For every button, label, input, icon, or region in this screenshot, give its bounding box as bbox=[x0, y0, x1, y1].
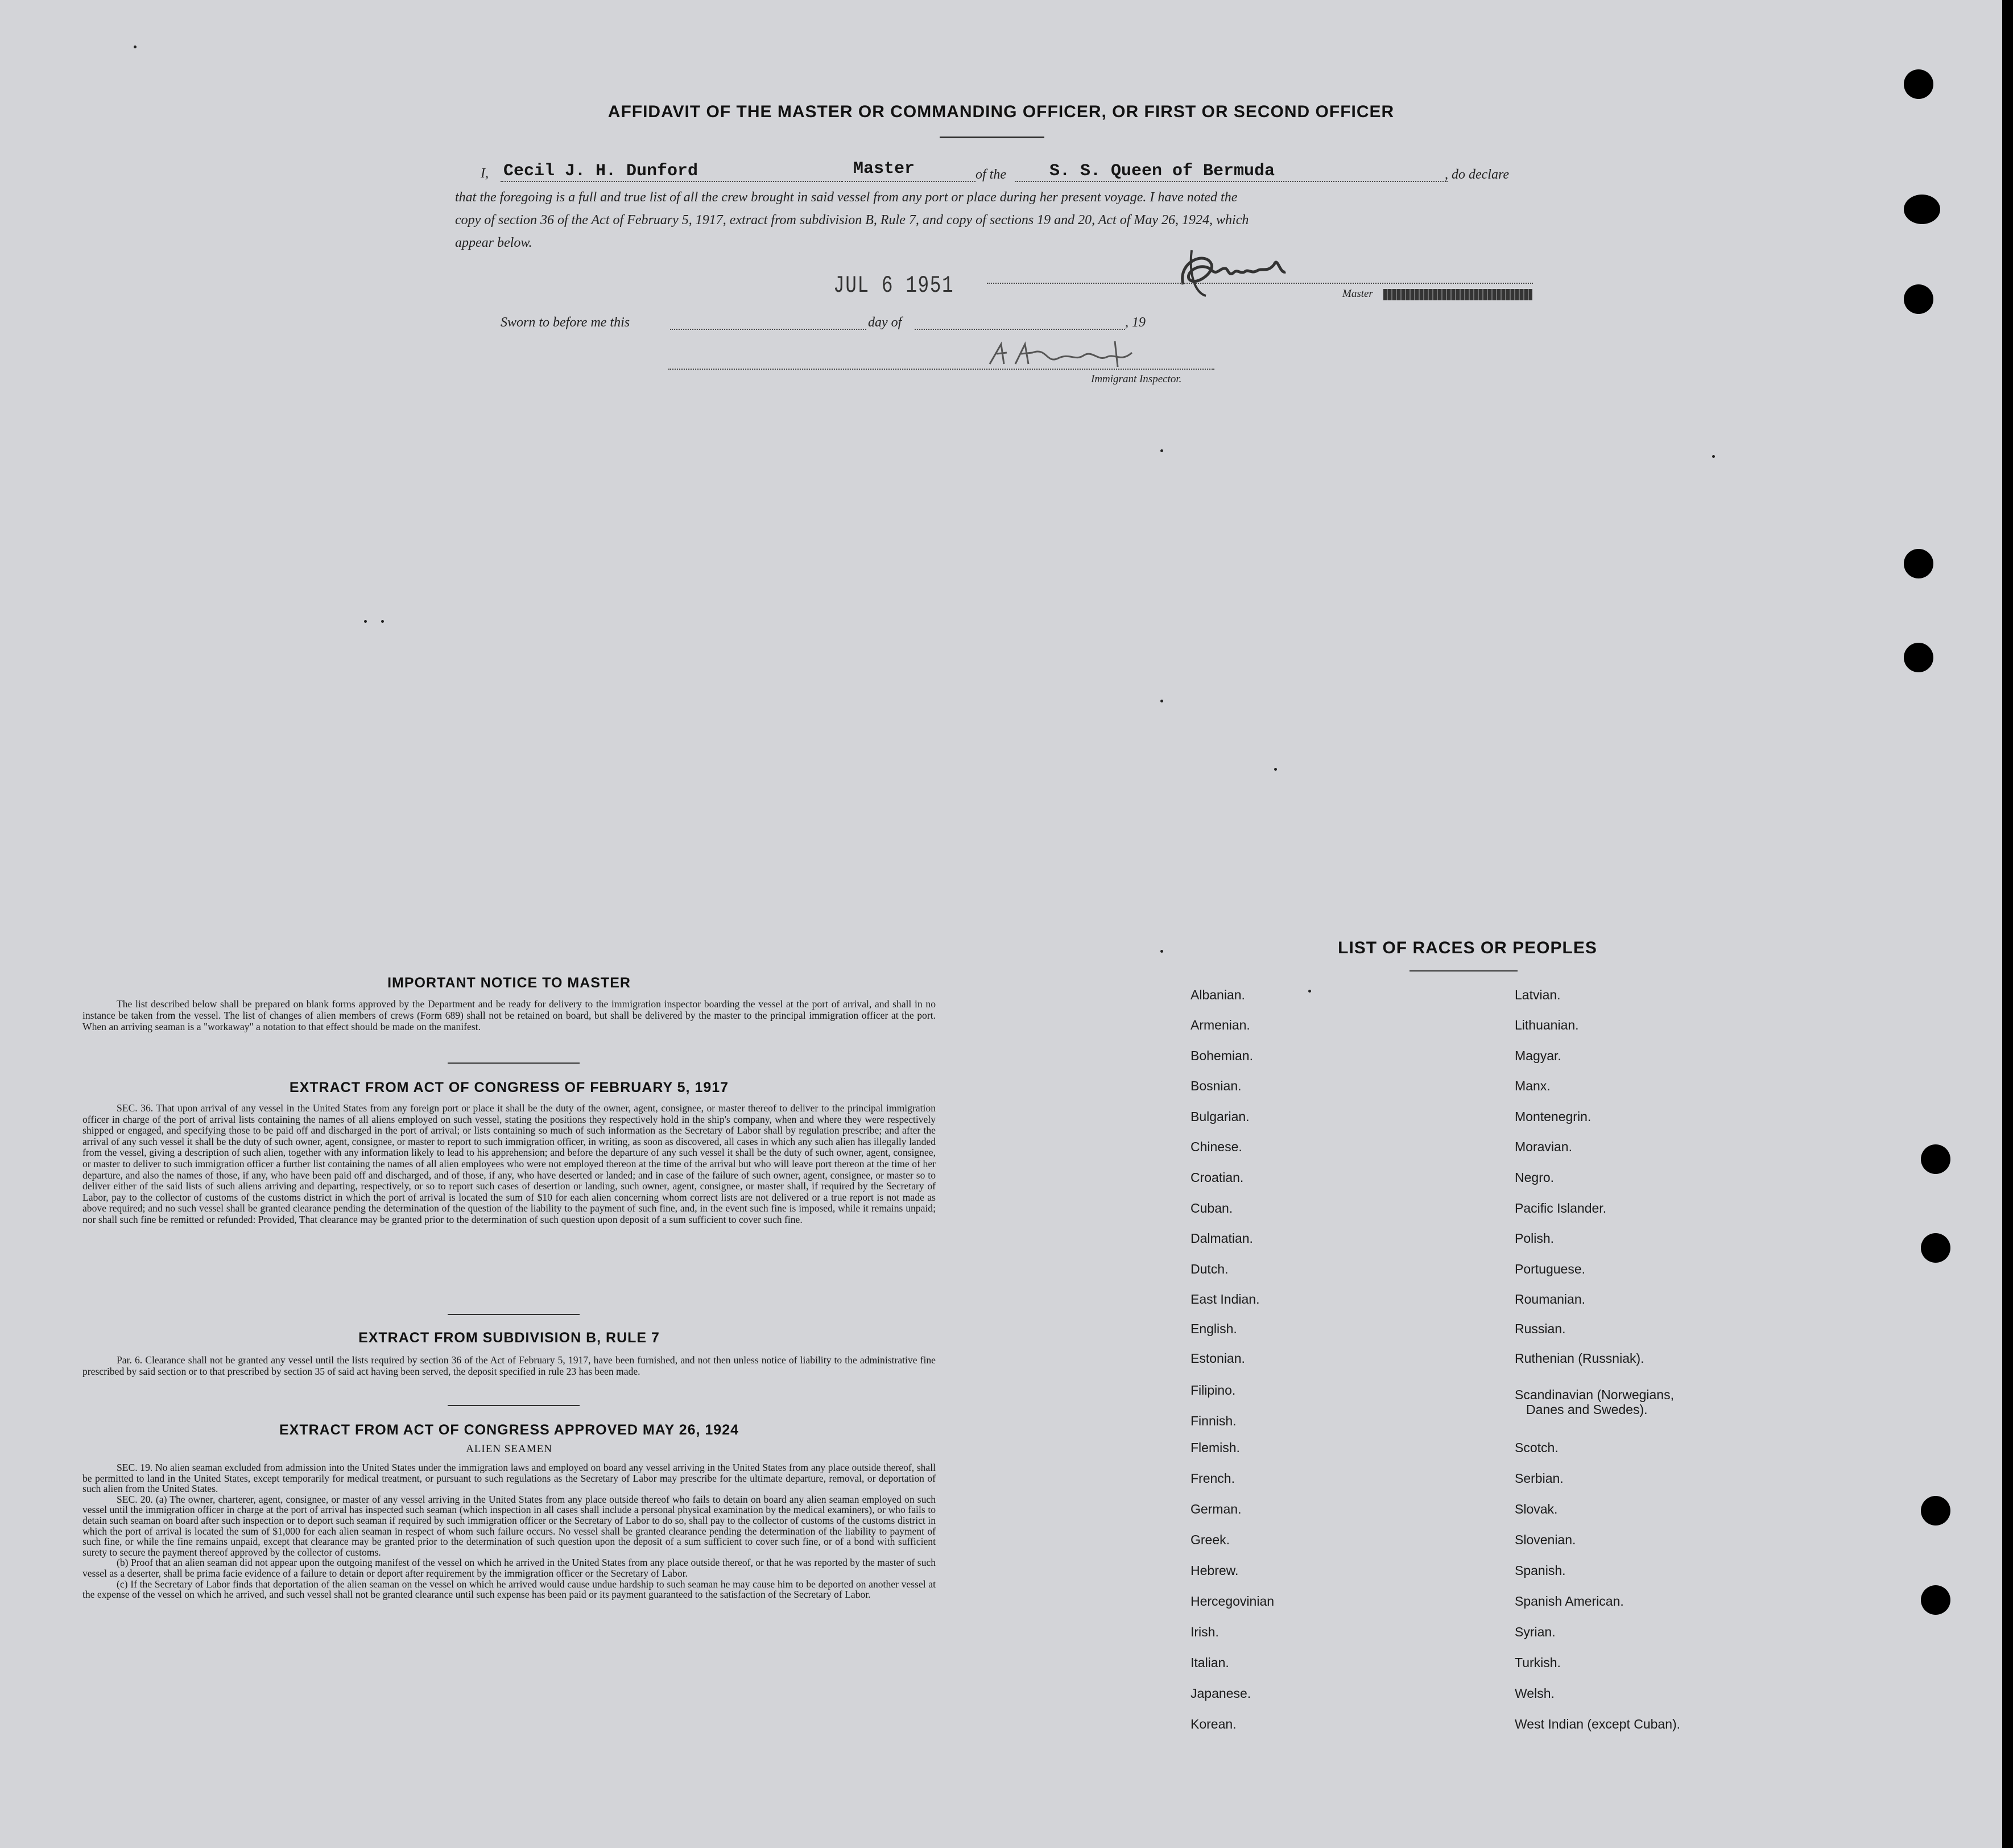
race-item: Italian. bbox=[1191, 1655, 1229, 1670]
race-item: Filipino. bbox=[1191, 1383, 1236, 1398]
race-item: German. bbox=[1191, 1502, 1242, 1516]
day-of-label: day of bbox=[868, 315, 902, 330]
speck bbox=[1712, 455, 1715, 458]
rule-7 bbox=[82, 1330, 936, 1377]
race-item: English. bbox=[1191, 1321, 1237, 1336]
race-item: Polish. bbox=[1515, 1231, 1555, 1246]
races-title: LIST OF RACES OR PEOPLES bbox=[1338, 939, 1597, 957]
race-item: Montenegrin. bbox=[1515, 1109, 1592, 1124]
binder-hole bbox=[1921, 1585, 1950, 1615]
divider bbox=[448, 1405, 580, 1406]
of-the-label: of the bbox=[976, 167, 1006, 182]
race-item: Slovenian. bbox=[1515, 1532, 1576, 1547]
speck bbox=[1160, 449, 1163, 452]
binder-hole bbox=[1904, 69, 1933, 99]
race-item: Serbian. bbox=[1515, 1471, 1564, 1486]
race-item: Hebrew. bbox=[1191, 1563, 1239, 1578]
extract-1924-title: EXTRACT FROM ACT OF CONGRESS APPROVED MAY 26, 1924 bbox=[279, 1422, 739, 1438]
binder-hole bbox=[1904, 195, 1940, 224]
race-item: Roumanian. bbox=[1515, 1292, 1586, 1307]
day-line bbox=[670, 329, 866, 330]
race-item: Albanian. bbox=[1191, 987, 1245, 1002]
race-item: Finnish. bbox=[1191, 1413, 1237, 1428]
i-label: I, bbox=[481, 166, 489, 181]
speck bbox=[1160, 700, 1163, 702]
notice-text: The list described below shall be prepared on blank forms approved by the Department and be ready for delivery to the immigration inspector boarding the vessel at the port of arrival, and shall in no instance be taken from the vessel. The list of changes of alien members of crews (Form 689) shall not be retained on board, but shall be delivered by the master to the principal immigration officer at the port. When an arriving seaman is a "workaway" a notation to that effect should be made on the manifest. bbox=[82, 998, 936, 1032]
race-item: Spanish. bbox=[1515, 1563, 1566, 1578]
race-item: Dalmatian. bbox=[1191, 1231, 1253, 1246]
race-item: Ruthenian (Russniak). bbox=[1515, 1351, 1644, 1366]
race-item: Russian. bbox=[1515, 1321, 1566, 1336]
binder-hole bbox=[1921, 1144, 1950, 1174]
race-item: Chinese. bbox=[1191, 1139, 1242, 1154]
master-label: Master bbox=[1342, 288, 1373, 300]
speck bbox=[134, 46, 137, 48]
master-name: Cecil J. H. Dunford bbox=[503, 162, 698, 181]
extract-1917-text: SEC. 36. That upon arrival of any vessel in the United States from any foreign port or place it shall be the duty of the owner, agent, consignee, or master thereof to deliver to the principal immigration officer in charge of the port of arrival lists containing the names of all aliens employed on such vessel, stating the positions they respectively hold in the ship's company, when and where they were respectively shipped or engaged, and specifying those to be paid off and discharged in the port of arrival; or lists containing so much of such information as the Secretary of Labor shall by regulation prescribe; and after the arrival of any such vessel it shall be the duty of such owner, agent, consignee, or master to report to such immigration officer, in writing, as soon as discovered, all cases in which any such alien has illegally landed from the vessel, giving a description of such alien, together with any information likely to lead to his apprehension; and before the departure of any such vessel it shall be the duty of such owner, agent, consignee, or master to deliver to such immigration officer a further list containing the names of all alien employees who were not employed thereon at the time of the arrival but who will leave port thereon at the time of her departure, and also the names of those, if any, who have been paid off and discharged, and of those, if any, who have deserted or landed; and in case of the failure of such owner, agent, consignee, or master so to deliver either of the said lists of such aliens arriving and departing, respectively, or so to report such cases of desertion or landing, such owner, agent, consignee, or master shall, if required by the Secretary of Labor, pay to the collector of customs of the customs district in which the port of arrival is located the sum of $10 for each alien concerning whom correct lists are not delivered or a true report is not made as above required; and no such vessel shall be granted clearance pending the determination of the question of the liability to the payment of such fine, and, in the event such fine is imposed, while it remains unpaid; nor shall such fine be remitted or refunded: Provided, That clearance may be granted prior to the determination of such question upon deposit of a sum sufficient to cover such fine. bbox=[82, 1102, 936, 1225]
speck bbox=[1160, 950, 1163, 953]
speck bbox=[381, 620, 384, 623]
race-item: Cuban. bbox=[1191, 1201, 1233, 1216]
rule-7-title: EXTRACT FROM SUBDIVISION B, RULE 7 bbox=[358, 1330, 660, 1346]
race-item: Flemish. bbox=[1191, 1440, 1240, 1455]
inspector-label: Immigrant Inspector. bbox=[1091, 373, 1182, 385]
race-item: Turkish. bbox=[1515, 1655, 1561, 1670]
month-line bbox=[915, 329, 1125, 330]
notice-title: IMPORTANT NOTICE TO MASTER bbox=[387, 975, 631, 991]
vessel-name: S. S. Queen of Bermuda bbox=[1049, 162, 1275, 181]
race-item: Pacific Islander. bbox=[1515, 1201, 1607, 1216]
year-label: , 19 bbox=[1125, 315, 1146, 330]
sec-19-text: SEC. 19. No alien seaman excluded from admission into the United States under the immigration laws and employed on board any vessel arriving in the United States from any place outside thereof, shall be permitted to land in the United States, except temporarily for medical treatment, or pursuant to such regulations as the Secretary of Labor may prescribe for the ultimate departure, removal, or deportation of such alien from the United States. bbox=[82, 1462, 936, 1495]
master-signature bbox=[1172, 239, 1308, 301]
race-item: Hercegovinian bbox=[1191, 1594, 1275, 1609]
title-rule bbox=[940, 137, 1044, 138]
binder-hole bbox=[1921, 1233, 1950, 1263]
race-item: Bohemian. bbox=[1191, 1048, 1253, 1063]
race-item: West Indian (except Cuban). bbox=[1515, 1717, 1681, 1731]
race-item: Estonian. bbox=[1191, 1351, 1245, 1366]
binder-hole bbox=[1904, 549, 1933, 578]
races-title-rule bbox=[1409, 970, 1518, 971]
affidavit-title: AFFIDAVIT OF THE MASTER OR COMMANDING OFFICER, OR FIRST OR SECOND OFFICER bbox=[607, 102, 1395, 121]
race-item: Dutch. bbox=[1191, 1262, 1229, 1276]
race-item: Korean. bbox=[1191, 1717, 1237, 1731]
do-declare-label: , do declare bbox=[1445, 167, 1510, 182]
race-item: Slovak. bbox=[1515, 1502, 1558, 1516]
race-item: Japanese. bbox=[1191, 1686, 1251, 1701]
speck bbox=[1274, 768, 1277, 771]
extract-1917 bbox=[82, 1080, 936, 1226]
rule-7-text: Par. 6. Clearance shall not be granted any vessel until the lists required by section 36 of the Act of February 5, 1917, have been furnished, and not then unless notice of liability to the administrative fine prescribed by said section or to that prescribed by section 35 of said act having been served, the deposit specified in rule 23 has been made. bbox=[82, 1354, 936, 1377]
race-item: Danes and Swedes). bbox=[1526, 1402, 1648, 1417]
race-item: Spanish American. bbox=[1515, 1594, 1624, 1609]
master-signature-line bbox=[987, 283, 1533, 284]
race-item: Irish. bbox=[1191, 1624, 1219, 1639]
race-item: Bosnian. bbox=[1191, 1078, 1242, 1093]
inspector-signature bbox=[984, 336, 1155, 370]
race-item: Manx. bbox=[1515, 1078, 1551, 1093]
date-stamp: JUL 6 1951 bbox=[833, 272, 954, 299]
struck-out-title bbox=[1383, 289, 1532, 300]
important-notice bbox=[82, 975, 936, 1032]
race-item: Latvian. bbox=[1515, 987, 1561, 1002]
binder-hole bbox=[1921, 1496, 1950, 1525]
race-item: Welsh. bbox=[1515, 1686, 1555, 1701]
divider bbox=[448, 1063, 580, 1064]
race-item: Scotch. bbox=[1515, 1440, 1559, 1455]
affidavit-line-3: copy of section 36 of the Act of February 5, 1917, extract from subdivision B, Rule 7, and copy of sections 19 and 20, Act of May 26, 1924, which bbox=[455, 213, 1249, 228]
sworn-label: Sworn to before me this bbox=[501, 315, 630, 330]
vessel-line bbox=[1015, 181, 1448, 182]
rank: Master bbox=[853, 159, 915, 179]
binder-hole bbox=[1904, 643, 1933, 672]
binder-hole bbox=[1904, 284, 1933, 314]
race-item: Bulgarian. bbox=[1191, 1109, 1250, 1124]
race-item: French. bbox=[1191, 1471, 1235, 1486]
affidavit-line-2: that the foregoing is a full and true list of all the crew brought in said vessel from any port or place during her present voyage. I have noted the bbox=[455, 190, 1238, 205]
race-item: East Indian. bbox=[1191, 1292, 1260, 1307]
speck bbox=[364, 620, 367, 623]
race-item: Magyar. bbox=[1515, 1048, 1561, 1063]
race-item: Croatian. bbox=[1191, 1170, 1244, 1185]
race-item: Syrian. bbox=[1515, 1624, 1556, 1639]
sec-20b-text: (b) Proof that an alien seaman did not appear upon the outgoing manifest of the vessel on which he arrived in the United States from any place outside thereof, or that he was reported by the master of such vessel as a deserter, shall be prima facie evidence of a failure to detain or deport after requirement by the immigration officer or the Secretary of Labor. bbox=[82, 1557, 936, 1579]
race-item: Moravian. bbox=[1515, 1139, 1572, 1154]
extract-1917-title: EXTRACT FROM ACT OF CONGRESS OF FEBRUARY 5, 1917 bbox=[289, 1080, 729, 1095]
race-item: Scandinavian (Norwegians, bbox=[1515, 1387, 1674, 1402]
race-item: Armenian. bbox=[1191, 1018, 1250, 1032]
divider bbox=[448, 1314, 580, 1315]
race-item: Greek. bbox=[1191, 1532, 1230, 1547]
race-item: Portuguese. bbox=[1515, 1262, 1586, 1276]
race-item: Lithuanian. bbox=[1515, 1018, 1579, 1032]
alien-seamen-subtitle: ALIEN SEAMEN bbox=[466, 1443, 552, 1455]
speck bbox=[1308, 990, 1311, 993]
inspector-line bbox=[668, 369, 1214, 370]
extract-1924 bbox=[82, 1422, 936, 1600]
sec-20a-text: SEC. 20. (a) The owner, charterer, agent, consignee, or master of any vessel arriving in the United States from any place outside thereof who fails to detain on board any alien seaman employed on such vessel until the immigration officer in charge at the port of arrival has inspected such seaman (which inspection in all cases shall include a personal physical examination by the medical examiners), or who fails to detain such seaman on board after such inspection or to deport such seaman if required by such immigration officer or the Secretary of Labor to do so, shall pay to the collector of customs of the customs district in which the port of arrival is located the sum of $1,000 for each alien seaman in respect of whom such failure occurs. No vessel shall be granted clearance pending the determination of the liability to payment of such fine, or while the fine remains unpaid, except that clearance may be granted prior to the determination of such question upon the deposit of a sum sufficient to cover such fine, or of a bond with sufficient surety to secure the payment thereof approved by the collector of customs. bbox=[82, 1493, 936, 1558]
race-item: Negro. bbox=[1515, 1170, 1555, 1185]
name-line bbox=[501, 181, 842, 182]
sec-20c-text: (c) If the Secretary of Labor finds that deportation of the alien seaman on the vessel on which he arrived would cause undue hardship to such seaman he may cause him to be deported on another vessel at the expense of the vessel on which he arrived, and such vessel shall not be granted clearance until such expense has been paid or its payment guaranteed to the satisfaction of the Secretary of Labor. bbox=[82, 1578, 936, 1601]
affidavit-line-4: appear below. bbox=[455, 235, 532, 250]
rank-line bbox=[842, 181, 976, 182]
